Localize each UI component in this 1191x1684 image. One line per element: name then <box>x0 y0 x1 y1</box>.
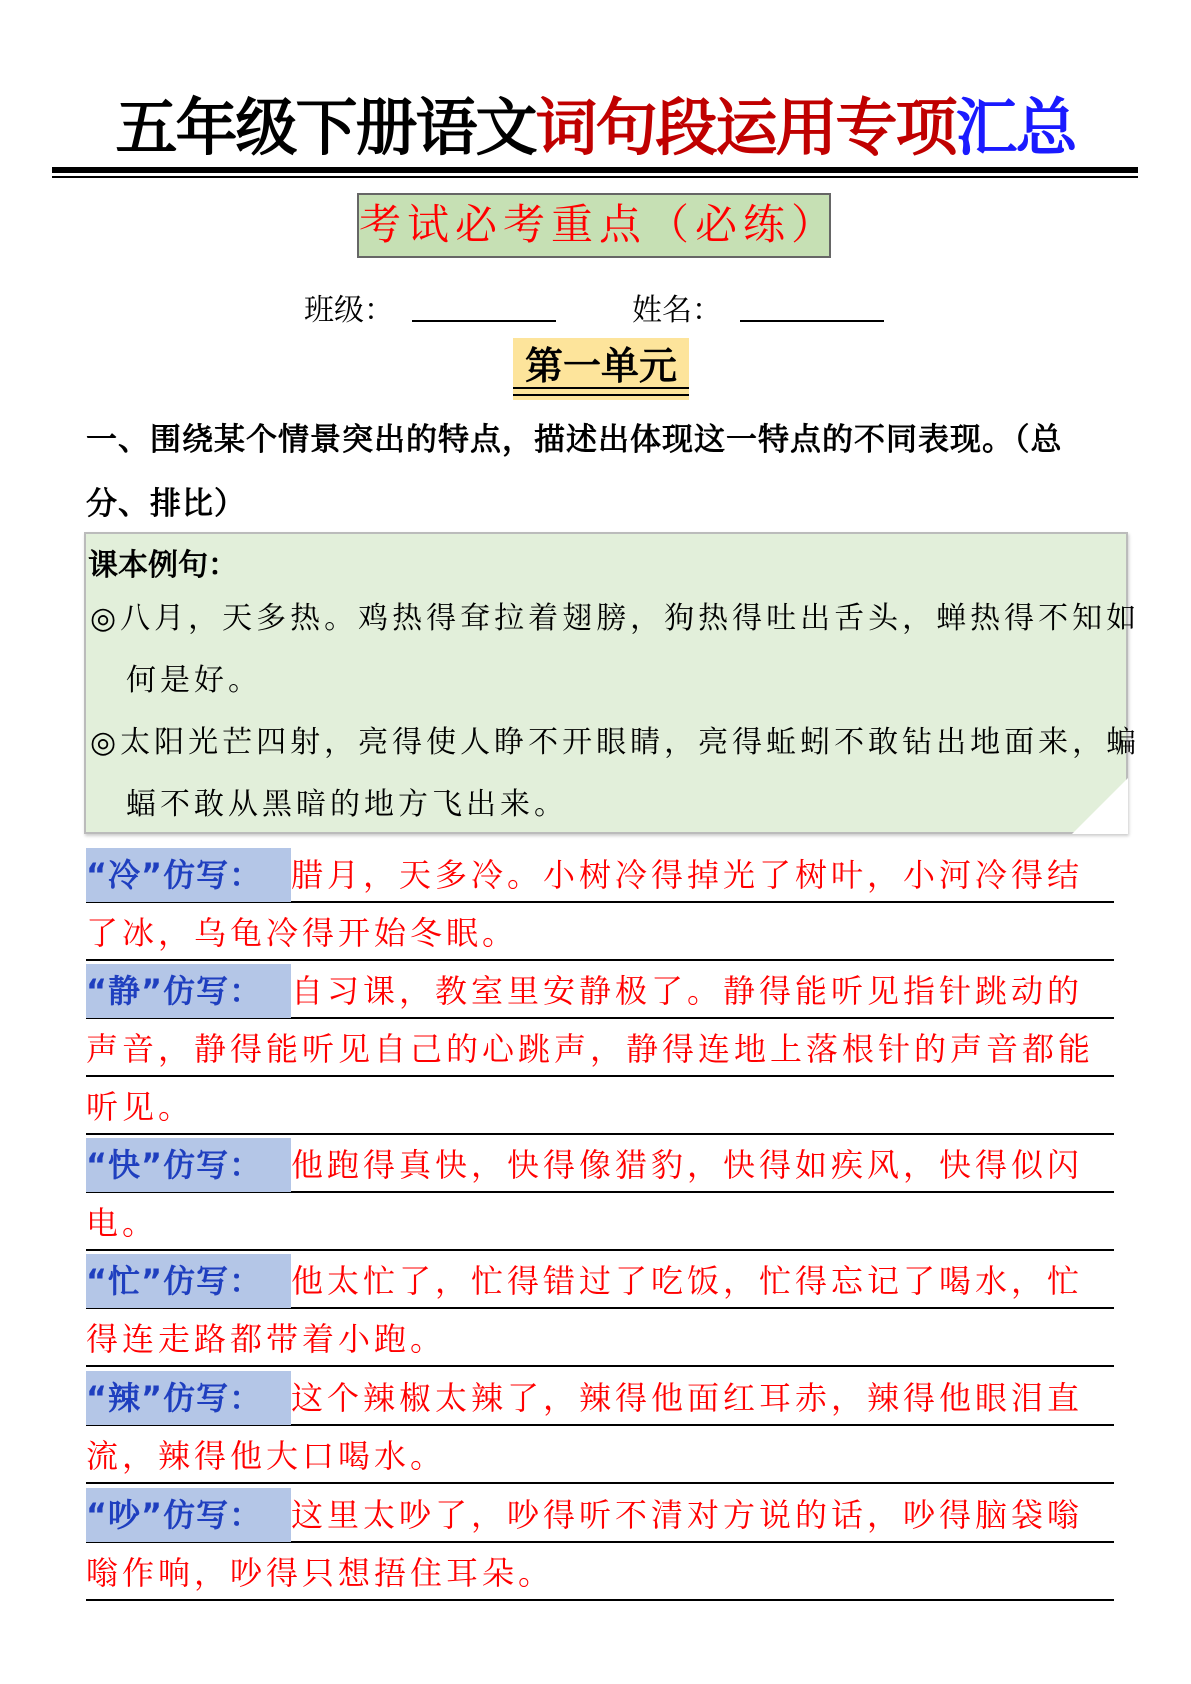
class-label: 班级： <box>304 293 394 328</box>
sample-box <box>84 532 1141 834</box>
entry-label: “辣”仿写： <box>86 1371 291 1425</box>
sample-example-1: ◎八月，天多热。鸡热得耷拉着翅膀，狗热得吐出舌头，蝉热得不知如何是好。 <box>90 601 1141 698</box>
entry-answer: 腊月，天多冷。小树冷得掉光了树叶，小河冷得结了冰，乌龟冷得开始冬眠。 <box>86 856 1084 952</box>
title-part-blue: 汇总 <box>955 91 1076 164</box>
practice-entry-noisy <box>86 1486 1114 1602</box>
entry-label: “静”仿写： <box>86 964 291 1018</box>
practice-entry-spicy <box>86 1369 1114 1485</box>
entry-answer: 这个辣椒太辣了，辣得他面红耳赤，辣得他眼泪直流，辣得他大口喝水。 <box>86 1379 1084 1475</box>
title-rule-thin <box>52 176 1138 178</box>
entry-answer: 自习课，教室里安静极了。静得能听见指针跳动的声音，静得能听见自己的心跳声，静得连地上落根针的声音都能听见。 <box>86 972 1095 1126</box>
entry-label: “忙”仿写： <box>86 1254 291 1308</box>
practice-entry-busy <box>86 1252 1114 1368</box>
entry-answer: 他太忙了，忙得错过了吃饭，忙得忘记了喝水，忙得连走路都带着小跑。 <box>86 1262 1084 1358</box>
entry-label: “吵”仿写： <box>86 1488 291 1542</box>
page-title <box>0 88 1191 168</box>
subtitle-banner: 考试必考重点（必练） <box>357 193 831 258</box>
entry-answer: 他跑得真快，快得像猎豹，快得如疾风，快得似闪电。 <box>86 1146 1084 1242</box>
class-field[interactable] <box>412 320 556 322</box>
unit-title <box>513 338 689 400</box>
unit-title-text: 第一单元 <box>524 343 677 388</box>
entry-answer: 这里太吵了，吵得听不清对方说的话，吵得脑袋嗡嗡作响，吵得只想捂住耳朵。 <box>86 1496 1084 1592</box>
title-rule-thick <box>52 167 1138 173</box>
entry-label: “冷”仿写： <box>86 848 291 902</box>
practice-entry-cold <box>86 846 1114 962</box>
sample-example-2: ◎太阳光芒四射，亮得使人睁不开眼睛，亮得蚯蚓不敢钻出地面来，蝙蝠不敢从黑暗的地方飞出来。 <box>90 725 1141 822</box>
unit-underline <box>513 387 689 396</box>
section-heading: 一、围绕某个情景突出的特点，描述出体现这一特点的不同表现。（总分、排比） <box>86 422 1063 522</box>
practice-entry-quiet <box>86 962 1114 1136</box>
name-label: 姓名： <box>632 293 722 328</box>
sample-label: 课本例句： <box>88 548 238 583</box>
title-part-red: 词句段运用专项 <box>535 91 956 164</box>
title-part-black: 五年级下册语文 <box>115 91 536 164</box>
practice-entry-fast <box>86 1136 1114 1252</box>
name-field[interactable] <box>740 320 884 322</box>
entry-label: “快”仿写： <box>86 1138 291 1192</box>
